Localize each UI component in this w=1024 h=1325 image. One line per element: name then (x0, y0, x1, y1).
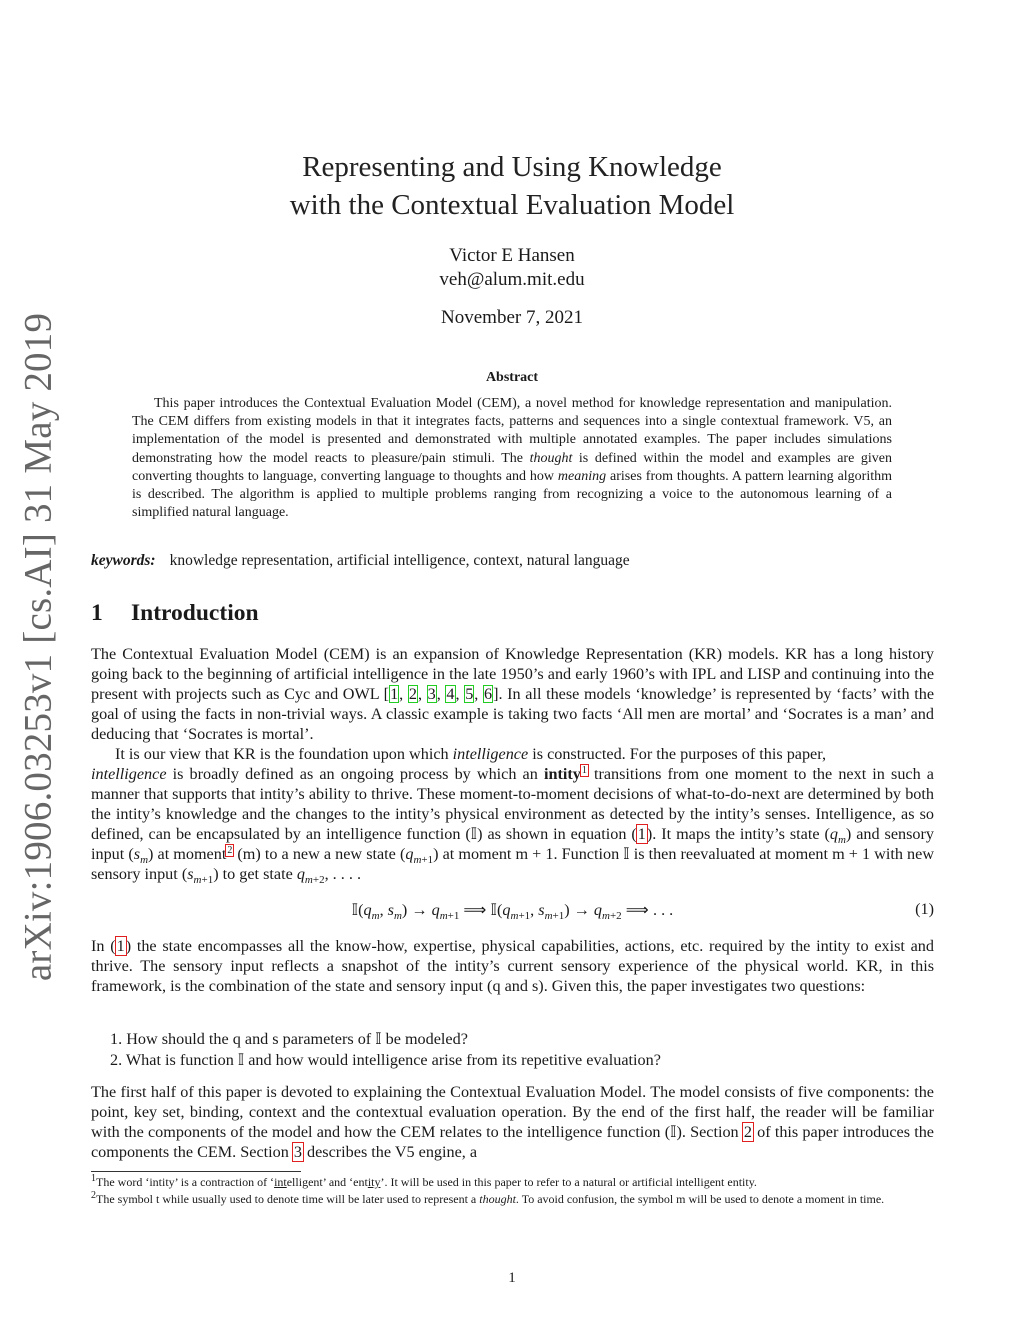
section-heading (91, 600, 259, 627)
arxiv-stamp (16, 312, 60, 982)
list-item: 2. What is function 𝕀 and how would intelligence arise from its repetitive evaluation? (110, 1050, 661, 1069)
citation-link[interactable]: 3 (427, 685, 436, 703)
keywords-label: keywords: (91, 552, 156, 569)
text: , . . . . (324, 865, 361, 883)
text: transitions from one moment to the next in such a manner that supports that intity’s ability to thrive. These moment-to-moment decisions of what-to-do-next are determined by both the intity’s knowledge and the changes to the intity’s physical environment as detected by the intity’s senses. Intelligence, as so defined, can be encapsulated by an intelligence function (𝕀) as shown in equation ( (91, 765, 934, 843)
paragraph-3 (91, 936, 934, 996)
footnote-1 (91, 1175, 934, 1190)
citation-link[interactable]: 4 (446, 685, 455, 703)
abstract-part: is defined within the model and examples are given converting thoughts to language, converting language to thoughts and how (132, 450, 892, 484)
abstract-text (132, 395, 892, 522)
paper-title (0, 148, 1024, 224)
citation-link[interactable]: 2 (408, 685, 417, 703)
footnote-mark: 1 (91, 1173, 96, 1184)
text: ) to get state (213, 865, 297, 883)
text: ) at moment m + 1. Function 𝕀 is then reevaluated at moment m + 1 with new sensory input ( (91, 845, 935, 883)
text: ). It maps the intity’s state ( (646, 825, 830, 843)
em-intelligence: intelligence (91, 765, 167, 783)
text: The word ‘intity’ is a contraction of ‘ (96, 1175, 275, 1189)
section-link[interactable]: 2 (743, 1123, 752, 1141)
question-list (110, 1029, 661, 1070)
abstract-part: This paper introduces the Contextual Evaluation Model (CEM), a novel method for knowledge representation and manipulation. The CEM differs from existing models in that it integrates facts, patterns and sequences into a single contextual framework. V5, an implementation of the model is presented and demonstrated with multiple annotated examples. The paper includes simulations demonstrating how the model reacts to pleasure/pain stimuli. The (132, 396, 892, 466)
text: of this paper introduces the components the CEM. Section (91, 1123, 934, 1161)
keywords-text: knowledge representation, artificial intelligence, context, natural language (169, 552, 630, 569)
abstract-em-meaning: meaning (557, 468, 607, 484)
text: ’. It will be used in this paper to refer to a natural or artificial intelligent entity. (380, 1175, 757, 1189)
citation-link[interactable]: 6 (483, 685, 493, 703)
author-email: veh@alum.mit.edu (439, 269, 585, 290)
keywords-line (91, 552, 630, 570)
text: describes the V5 engine, a (302, 1143, 478, 1161)
em-thought: thought (479, 1192, 516, 1206)
abstract-em-thought: thought (529, 450, 573, 466)
text: ) and sensory input ( (91, 825, 935, 863)
section-link[interactable]: 3 (293, 1143, 302, 1161)
author-name: Victor E Hansen (449, 245, 575, 266)
text: is broadly defined as an ongoing process by which an (166, 765, 544, 783)
text: elligent’ and ‘ent (286, 1175, 368, 1189)
arxiv-id: arXiv:1906.03253v1 [cs.AI] 31 May 2019 (16, 312, 60, 982)
text: In ( (91, 937, 116, 955)
abstract-heading: Abstract (485, 370, 539, 385)
text: ) at moment (148, 845, 227, 863)
citation-link[interactable]: 5 (465, 685, 474, 703)
footnotes (91, 1175, 934, 1209)
citation-link[interactable]: 1 (390, 685, 399, 703)
footnote-mark: 2 (91, 1190, 96, 1201)
paragraph-1 (91, 644, 934, 744)
section-title: Introduction (131, 600, 259, 626)
underlined: ity (367, 1175, 381, 1189)
text: The Contextual Evaluation Model (CEM) is an expansion of Knowledge Representation (KR) models. KR has a long history going back to the beginning of artificial intelligence in the late 1950’s and early 1960’s with IPL and LISP and continuing into the present with projects such as Cyc and OWL [ (91, 645, 934, 703)
list-item: 1. How should the q and s parameters of 𝕀 be modeled? (110, 1030, 468, 1048)
text: The symbol t while usually used to denote time will be later used to represent a (96, 1192, 480, 1206)
footnote-divider (91, 1171, 301, 1172)
section-number: 1 (91, 600, 103, 626)
text: It is our view that KR is the foundation upon which (115, 745, 453, 763)
footnote-link-2[interactable]: 2 (227, 844, 233, 856)
text: is constructed. For the purposes of this paper, (528, 745, 827, 763)
citation-list: 1, 2, 3, 4, 5, 6 (390, 685, 493, 703)
equation-link[interactable]: 1 (637, 825, 646, 843)
equation-number: (1) (915, 900, 934, 918)
equation-1 (91, 900, 934, 922)
text: The first half of this paper is devoted to explaining the Contextual Evaluation Model. The model consists of five components: the point, key set, binding, context and the contextual evaluation operation. By the end of the first half, the reader will be familiar with the components of the model and how the CEM relates to the intelligence function (𝕀). Section (91, 1083, 934, 1141)
footnote-link-1[interactable]: 1 (581, 764, 587, 776)
page-number: 1 (508, 1270, 516, 1286)
paper-date: November 7, 2021 (441, 307, 583, 328)
abstract-part: arises from thoughts. A pattern learning algorithm is described. The algorithm is applied to multiple problems ranging from recognizing a voice to the autonomous learning of a simplified natural language. (132, 468, 893, 521)
paragraph-2: It is our view that KR is the foundation upon which intelligence is constructed. For the purposes of this paper, intelligence is broadly defined as an ongoing process by which an intity$^1$ transitions from one moment to the next in such a manner that supports that intity’s ability to thrive. These moment-to-moment decisions of what-to-do-next are determined by both the intity’s knowledge and the changes to the intity’s physical environment as detected by the intity’s senses. Intelligence, as so defined, can be encapsulated by an intelligence function (𝕀) as shown in equation (1). It maps the intity’s state $(q_m)$ and sensory input $(s_m)$ at moment$^2$ (m) to a new a new state $(q_{m+1})$ at moment m + 1. Function 𝕀 is then reevaluated at moment m + 1 with new sensory input $(s_{m+1})$ to get state $q_{m+2}$, . . . . (91, 745, 935, 887)
text: (m) to a new a new state ( (233, 845, 406, 863)
footnote-2 (91, 1192, 934, 1207)
equation-formula: $𝕀(q_m$, $s_m) \to q_{m+1}$ ⟹ $𝕀(q_{m+1}$, $s_{m+1}) \to q_{m+2}$ ⟹ . . . (351, 901, 674, 923)
title-line-2: with the Contextual Evaluation Model (289, 189, 735, 221)
bold-intity: intity (543, 765, 581, 783)
underlined: int (274, 1175, 287, 1189)
title-line-1: Representing and Using Knowledge (302, 151, 722, 183)
text: ) the state encompasses all the know-how, expertise, physical capabilities, actions, etc. required by the intity to exist and thrive. The sensory input reflects a snapshot of the intity’s current sensory experience of the physical world. KR, in this framework, is the combination of the state and sensory input (q and s). Given this, the paper investigates two questions: (91, 937, 934, 995)
equation-link[interactable]: 1 (116, 937, 125, 955)
paragraph-4 (91, 1082, 934, 1162)
text: . To avoid confusion, the symbol m will be used to denote a moment in time. (515, 1192, 885, 1206)
text: ]. In all these models ‘knowledge’ is represented by ‘facts’ with the goal of using the facts in non-trivial ways. A classic example is taking two facts ‘All men are mortal’ and ‘Socrates is a man’ and deducing that ‘Socrates is mortal’. (91, 685, 935, 743)
em-intelligence: intelligence (452, 745, 529, 763)
author-block (0, 244, 1024, 292)
